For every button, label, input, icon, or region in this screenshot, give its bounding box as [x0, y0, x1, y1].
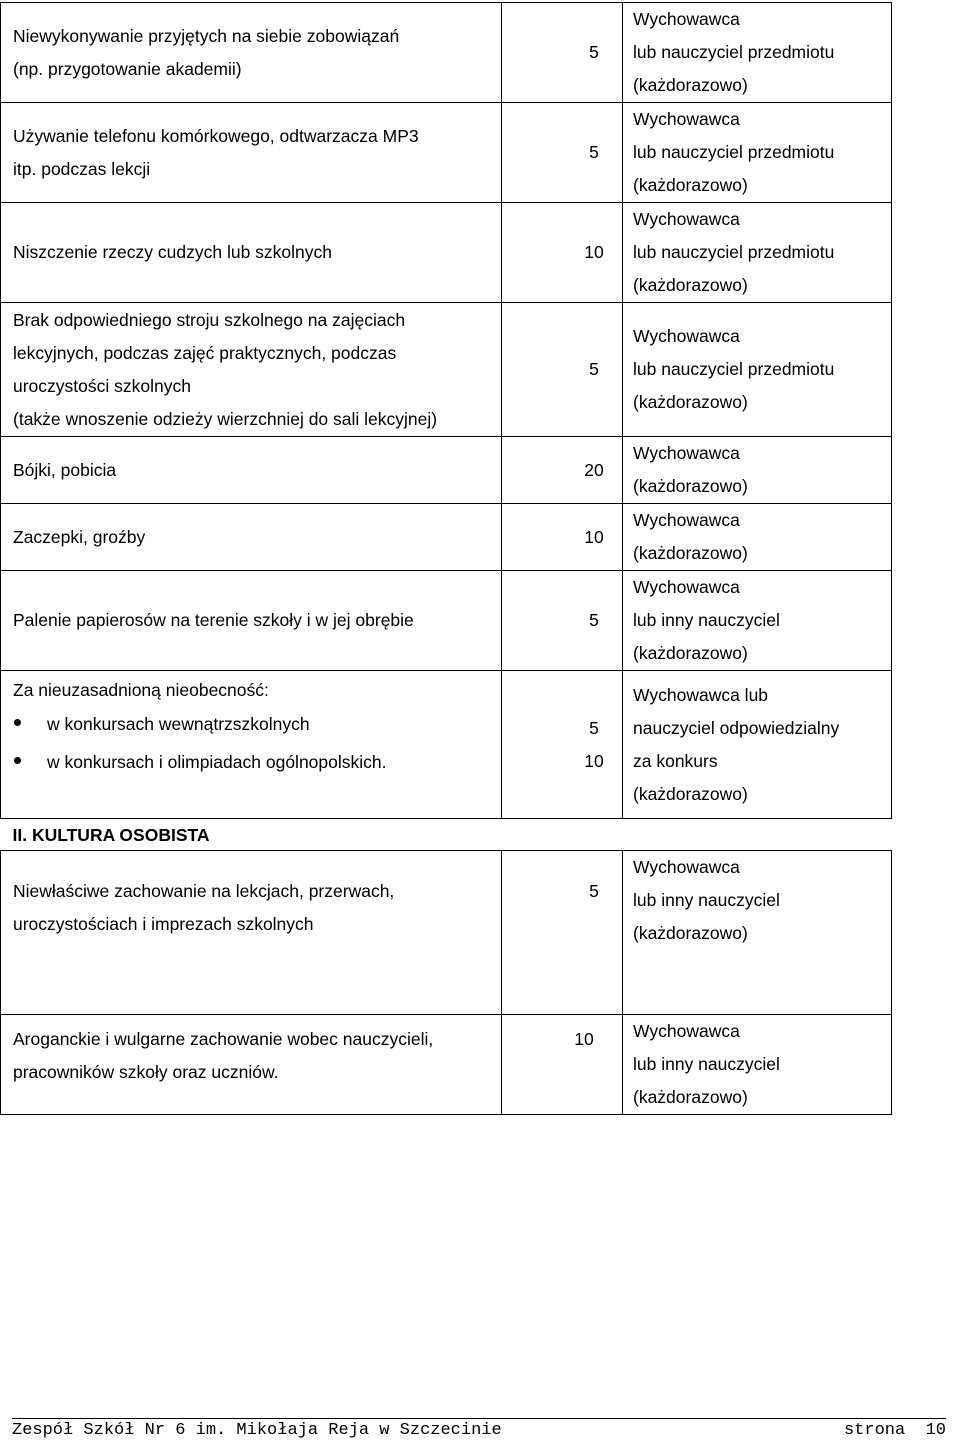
page-indicator: strona 10	[843, 1421, 946, 1440]
table-row	[1, 851, 892, 1015]
rules-table	[0, 2, 892, 1115]
responsible-cell: Wychowawca lub nauczyciel przedmiotu (każdorazowo)	[623, 103, 892, 203]
offense-cell: Niewykonywanie przyjętych na siebie zobowiązań (np. przygotowanie akademii)	[1, 3, 502, 103]
responsible-cell: Wychowawca lub nauczyciel przedmiotu (każdorazowo)	[623, 203, 892, 303]
points-cell: 10	[502, 1015, 623, 1115]
table-row	[1, 1015, 892, 1115]
responsible-cell: Wychowawca (każdorazowo)	[623, 504, 892, 571]
offense-cell: Niszczenie rzeczy cudzych lub szkolnych	[1, 203, 502, 303]
points-cell: 5 10	[502, 671, 623, 819]
points-cell: 5	[502, 851, 623, 1015]
table-row	[1, 103, 892, 203]
table-row	[1, 203, 892, 303]
responsible-cell: Wychowawca lub inny nauczyciel (każdorazowo)	[623, 1015, 892, 1115]
responsible-cell: Wychowawca lub nauczyciel odpowiedzialny za konkurs (każdorazowo)	[623, 671, 892, 819]
page-number: 10	[925, 1421, 946, 1440]
offense-cell: Za nieuzasadnioną nieobecność: w konkursach wewnątrzszkolnych w konkursach i olimpiadach ogólnopolskich.	[1, 671, 502, 819]
section-title: II. KULTURA OSOBISTA	[1, 819, 892, 851]
table-row	[1, 3, 892, 103]
section-row	[1, 819, 892, 851]
table-row	[1, 437, 892, 504]
page-footer	[12, 1418, 946, 1440]
points-cell: 5	[502, 103, 623, 203]
table-row	[1, 504, 892, 571]
offense-cell: Bójki, pobicia	[1, 437, 502, 504]
offense-cell: Brak odpowiedniego stroju szkolnego na zajęciach lekcyjnych, podczas zajęć praktycznych, podczas uroczystości szkolnych (także wnoszenie odzieży wierzchniej do sali lekcyjnej)	[1, 303, 502, 437]
school-name: Zespół Szkół Nr 6 im. Mikołaja Reja w Szczecinie	[12, 1421, 502, 1440]
responsible-cell: Wychowawca lub nauczyciel przedmiotu (każdorazowo)	[623, 3, 892, 103]
points-cell: 20	[502, 437, 623, 504]
list-item: w konkursach wewnątrzszkolnych	[13, 705, 501, 743]
points-cell: 5	[502, 3, 623, 103]
table-row	[1, 671, 892, 819]
responsible-cell: Wychowawca lub inny nauczyciel (każdorazowo)	[623, 571, 892, 671]
responsible-cell: Wychowawca (każdorazowo)	[623, 437, 892, 504]
offense-cell: Używanie telefonu komórkowego, odtwarzacza MP3 itp. podczas lekcji	[1, 103, 502, 203]
points-cell: 5	[502, 571, 623, 671]
list-item: w konkursach i olimpiadach ogólnopolskich.	[13, 743, 501, 781]
responsible-cell: Wychowawca lub nauczyciel przedmiotu (każdorazowo)	[623, 303, 892, 437]
offense-cell: Palenie papierosów na terenie szkoły i w jej obrębie	[1, 571, 502, 671]
responsible-cell: Wychowawca lub inny nauczyciel (każdorazowo)	[623, 851, 892, 1015]
offense-cell: Aroganckie i wulgarne zachowanie wobec nauczycieli, pracowników szkoły oraz uczniów.	[1, 1015, 502, 1115]
offense-cell: Niewłaściwe zachowanie na lekcjach, przerwach, uroczystościach i imprezach szkolnych	[1, 851, 502, 1015]
points-cell: 10	[502, 203, 623, 303]
offense-cell: Zaczepki, groźby	[1, 504, 502, 571]
table-row	[1, 303, 892, 437]
points-cell: 10	[502, 504, 623, 571]
points-cell: 5	[502, 303, 623, 437]
table-row	[1, 571, 892, 671]
